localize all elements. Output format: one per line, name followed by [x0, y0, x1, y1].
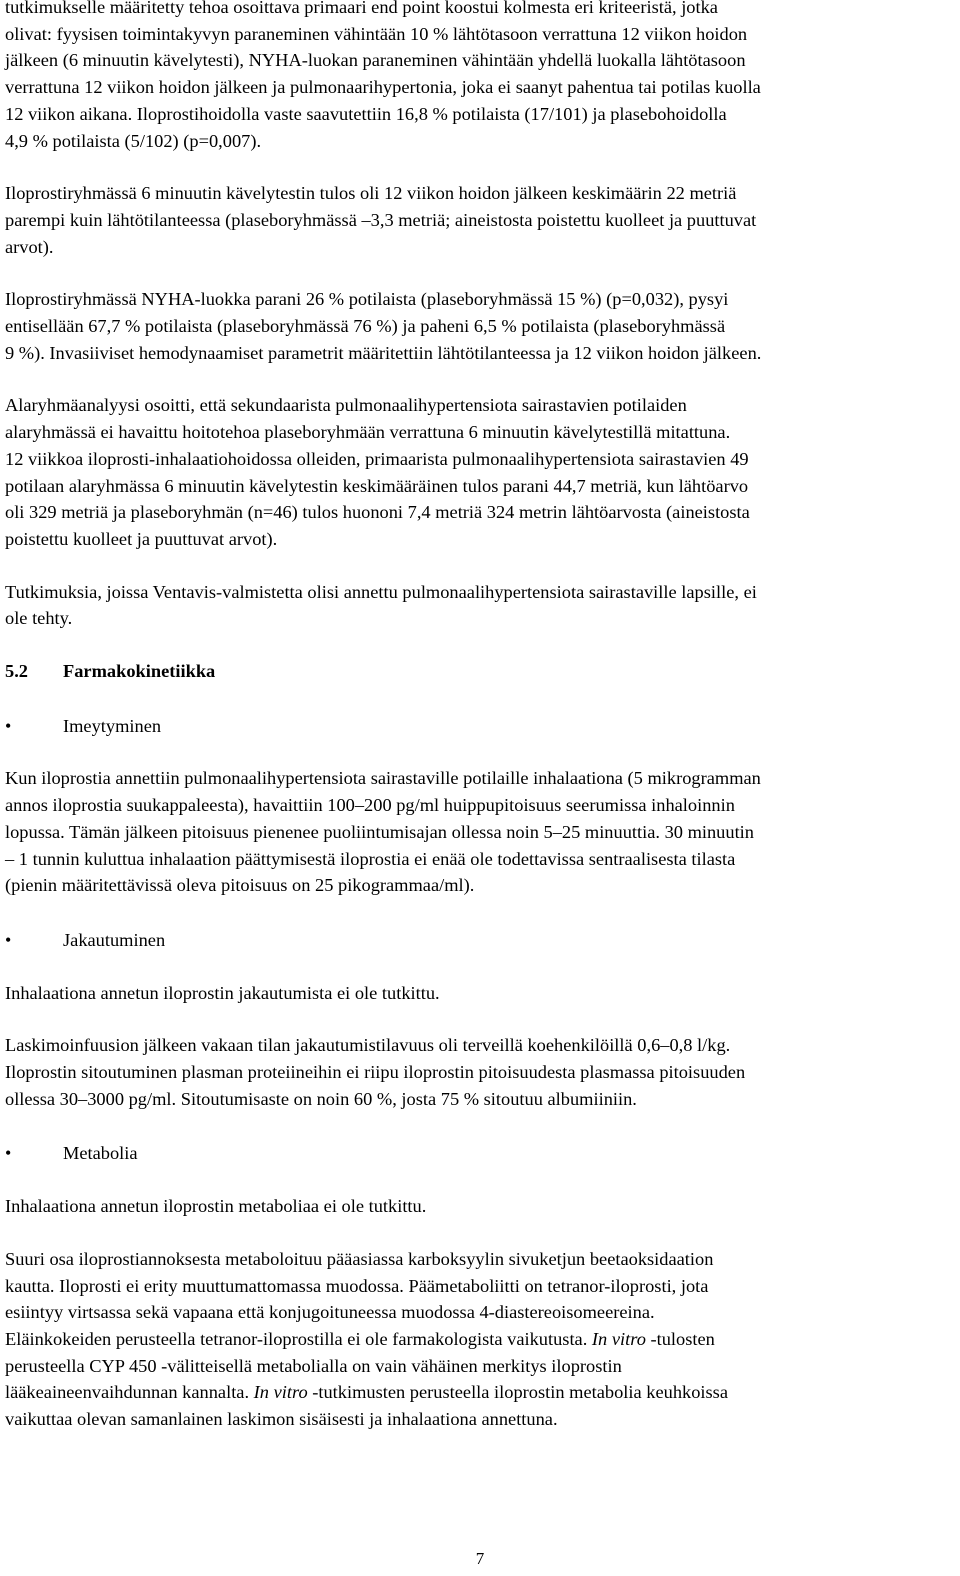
- subsection-title: Jakautuminen: [63, 929, 166, 950]
- paragraph-subgroup-analysis: Alaryhmäanalyysi osoitti, että sekundaarista pulmonaalihypertensiota sairastavien potilaiden alaryhmässä ei havaittu hoitotehoa plaseboryhmään verrattuna 6 minuutin kävelytestillä mitattuna. 12 viikkoa iloprosti-inhalaatiohoidossa olleiden, primaarista pulmonaalihypertensiota sairastavien 49 potilaan alaryhmässa 6 minuutin kävelytestin keskimääräinen tulos parani 44,7 metriä, kun lähtöarvo oli 329 metriä ja plaseboryhmän (n=46) tulos huononi 7,4 metriä 324 metrin lähtöarvosta (aineistosta poistettu kuolleet ja puuttuvat arvot).: [5, 395, 750, 549]
- subsection-title: Metabolia: [63, 1143, 138, 1164]
- page-number: 7: [475, 1549, 485, 1568]
- paragraph-walk-test: Iloprostiryhmässä 6 minuutin kävelytestin tulos oli 12 viikon hoidon jälkeen keskimäärin 22 metriä parempi kuin lähtötilanteessa (plaseboryhmässä –3,3 metriä; aineistosta poistettu kuolleet ja puuttuvat arvot).: [5, 183, 757, 257]
- bullet-icon: •: [5, 1143, 12, 1164]
- paragraph-metabolism-inhaled: Inhalaationa annetun iloprostin metaboliaa ei ole tutkittu.: [5, 1196, 427, 1217]
- paragraph-metabolism-details: Suuri osa iloprostiannoksesta metaboloituu pääasiassa karboksyylin sivuketjun beetaoksidaation kautta. Iloprosti ei erity muuttumattomassa muodossa. Päämetaboliitti on tetranor-iloprosti, jota esiintyy virtsassa sekä vapaana että konjugoituneessa muodossa 4-diastereoisomeereina. Eläinkokeiden perusteella tetranor-iloprostilla ei ole farmakologista vaikutusta. In vitro -tulosten perusteella CYP 450 -välitteisellä metabolialla on vain vähäinen merkitys iloprostin lääkeaineenvaihdunnan kannalta. In vitro -tutkimusten perusteella iloprostin metabolia keuhkoissa vaikuttaa olevan samanlainen laskimon sisäisesti ja inhalaationa annettuna.: [5, 1248, 728, 1430]
- bullet-icon: •: [5, 929, 12, 950]
- paragraph-nyha: Iloprostiryhmässä NYHA-luokka parani 26 % potilaista (plaseboryhmässä 15 %) (p=0,032), pysyi entisellään 67,7 % potilaista (plaseboryhmässä 76 %) ja paheni 6,5 % potilaista (plaseboryhmässä 9 %). Invasiiviset hemodynaamiset parametrit määritettiin lähtötilanteessa ja 12 viikon hoidon jälkeen.: [5, 289, 762, 363]
- paragraph-primary-endpoint: tutkimukselle määritetty tehoa osoittava primaari end point koostui kolmesta eri kriteeristä, jotka olivat: fyysisen toimintakyvyn paraneminen vähintään 10 % lähtötasoon verrattuna 12 viikon hoidon jälkeen (6 minuutin kävelytesti), NYHA-luokan paraneminen vähintään yhdellä luokalla lähtötasoon verrattuna 12 viikon hoidon jälkeen ja pulmonaarihypertonia, joka ei saanyt pahentua tai potilas kuolla 12 viikon aikana. Iloprostihoidolla vaste saavutettiin 16,8 % potilaista (17/101) ja plasebohoidolla 4,9 % potilaista (5/102) (p=0,007).: [5, 0, 761, 151]
- document-page: [5, 0, 957, 1433]
- subsection-heading-absorption: [5, 713, 957, 740]
- section-title: Farmakokinetiikka: [63, 661, 216, 682]
- section-heading: [5, 658, 957, 685]
- bullet-icon: •: [5, 715, 12, 736]
- paragraph-distribution-inhaled: Inhalaationa annetun iloprostin jakautumista ei ole tutkittu.: [5, 982, 440, 1003]
- subsection-heading-metabolism: [5, 1140, 957, 1167]
- subsection-heading-distribution: [5, 927, 957, 954]
- paragraph-distribution-infusion: Laskimoinfuusion jälkeen vakaan tilan jakautumistilavuus oli terveillä koehenkilöillä 0,6–0,8 l/kg. Iloprostin sitoutuminen plasman proteiineihin ei riipu iloprostin pitoisuudesta plasmassa pitoisuuden ollessa 30–3000 pg/ml. Sitoutumisaste on noin 60 %, josta 75 % sitoutuu albumiiniin.: [5, 1035, 746, 1109]
- subsection-title: Imeytyminen: [63, 715, 162, 736]
- paragraph-children: Tutkimuksia, joissa Ventavis-valmistetta olisi annettu pulmonaalihypertensiota sairastaville lapsille, ei ole tehty.: [5, 581, 757, 629]
- paragraph-absorption: Kun iloprostia annettiin pulmonaalihypertensiota sairastaville potilaille inhalaationa (5 mikrogramman annos iloprostia suukappaleesta), havaittiin 100–200 pg/ml huippupitoisuus seerumissa inhaloinnin lopussa. Tämän jälkeen pitoisuus pienenee puoliintumisajan ollessa noin 5–25 minuuttia. 30 minuutin – 1 tunnin kuluttua inhalaation päättymisestä iloprostia ei enää ole todettavissa sentraalisesta tilasta (pienin määritettävissä oleva pitoisuus on 25 pikogrammaa/ml).: [5, 768, 761, 896]
- section-number: 5.2: [5, 661, 28, 682]
